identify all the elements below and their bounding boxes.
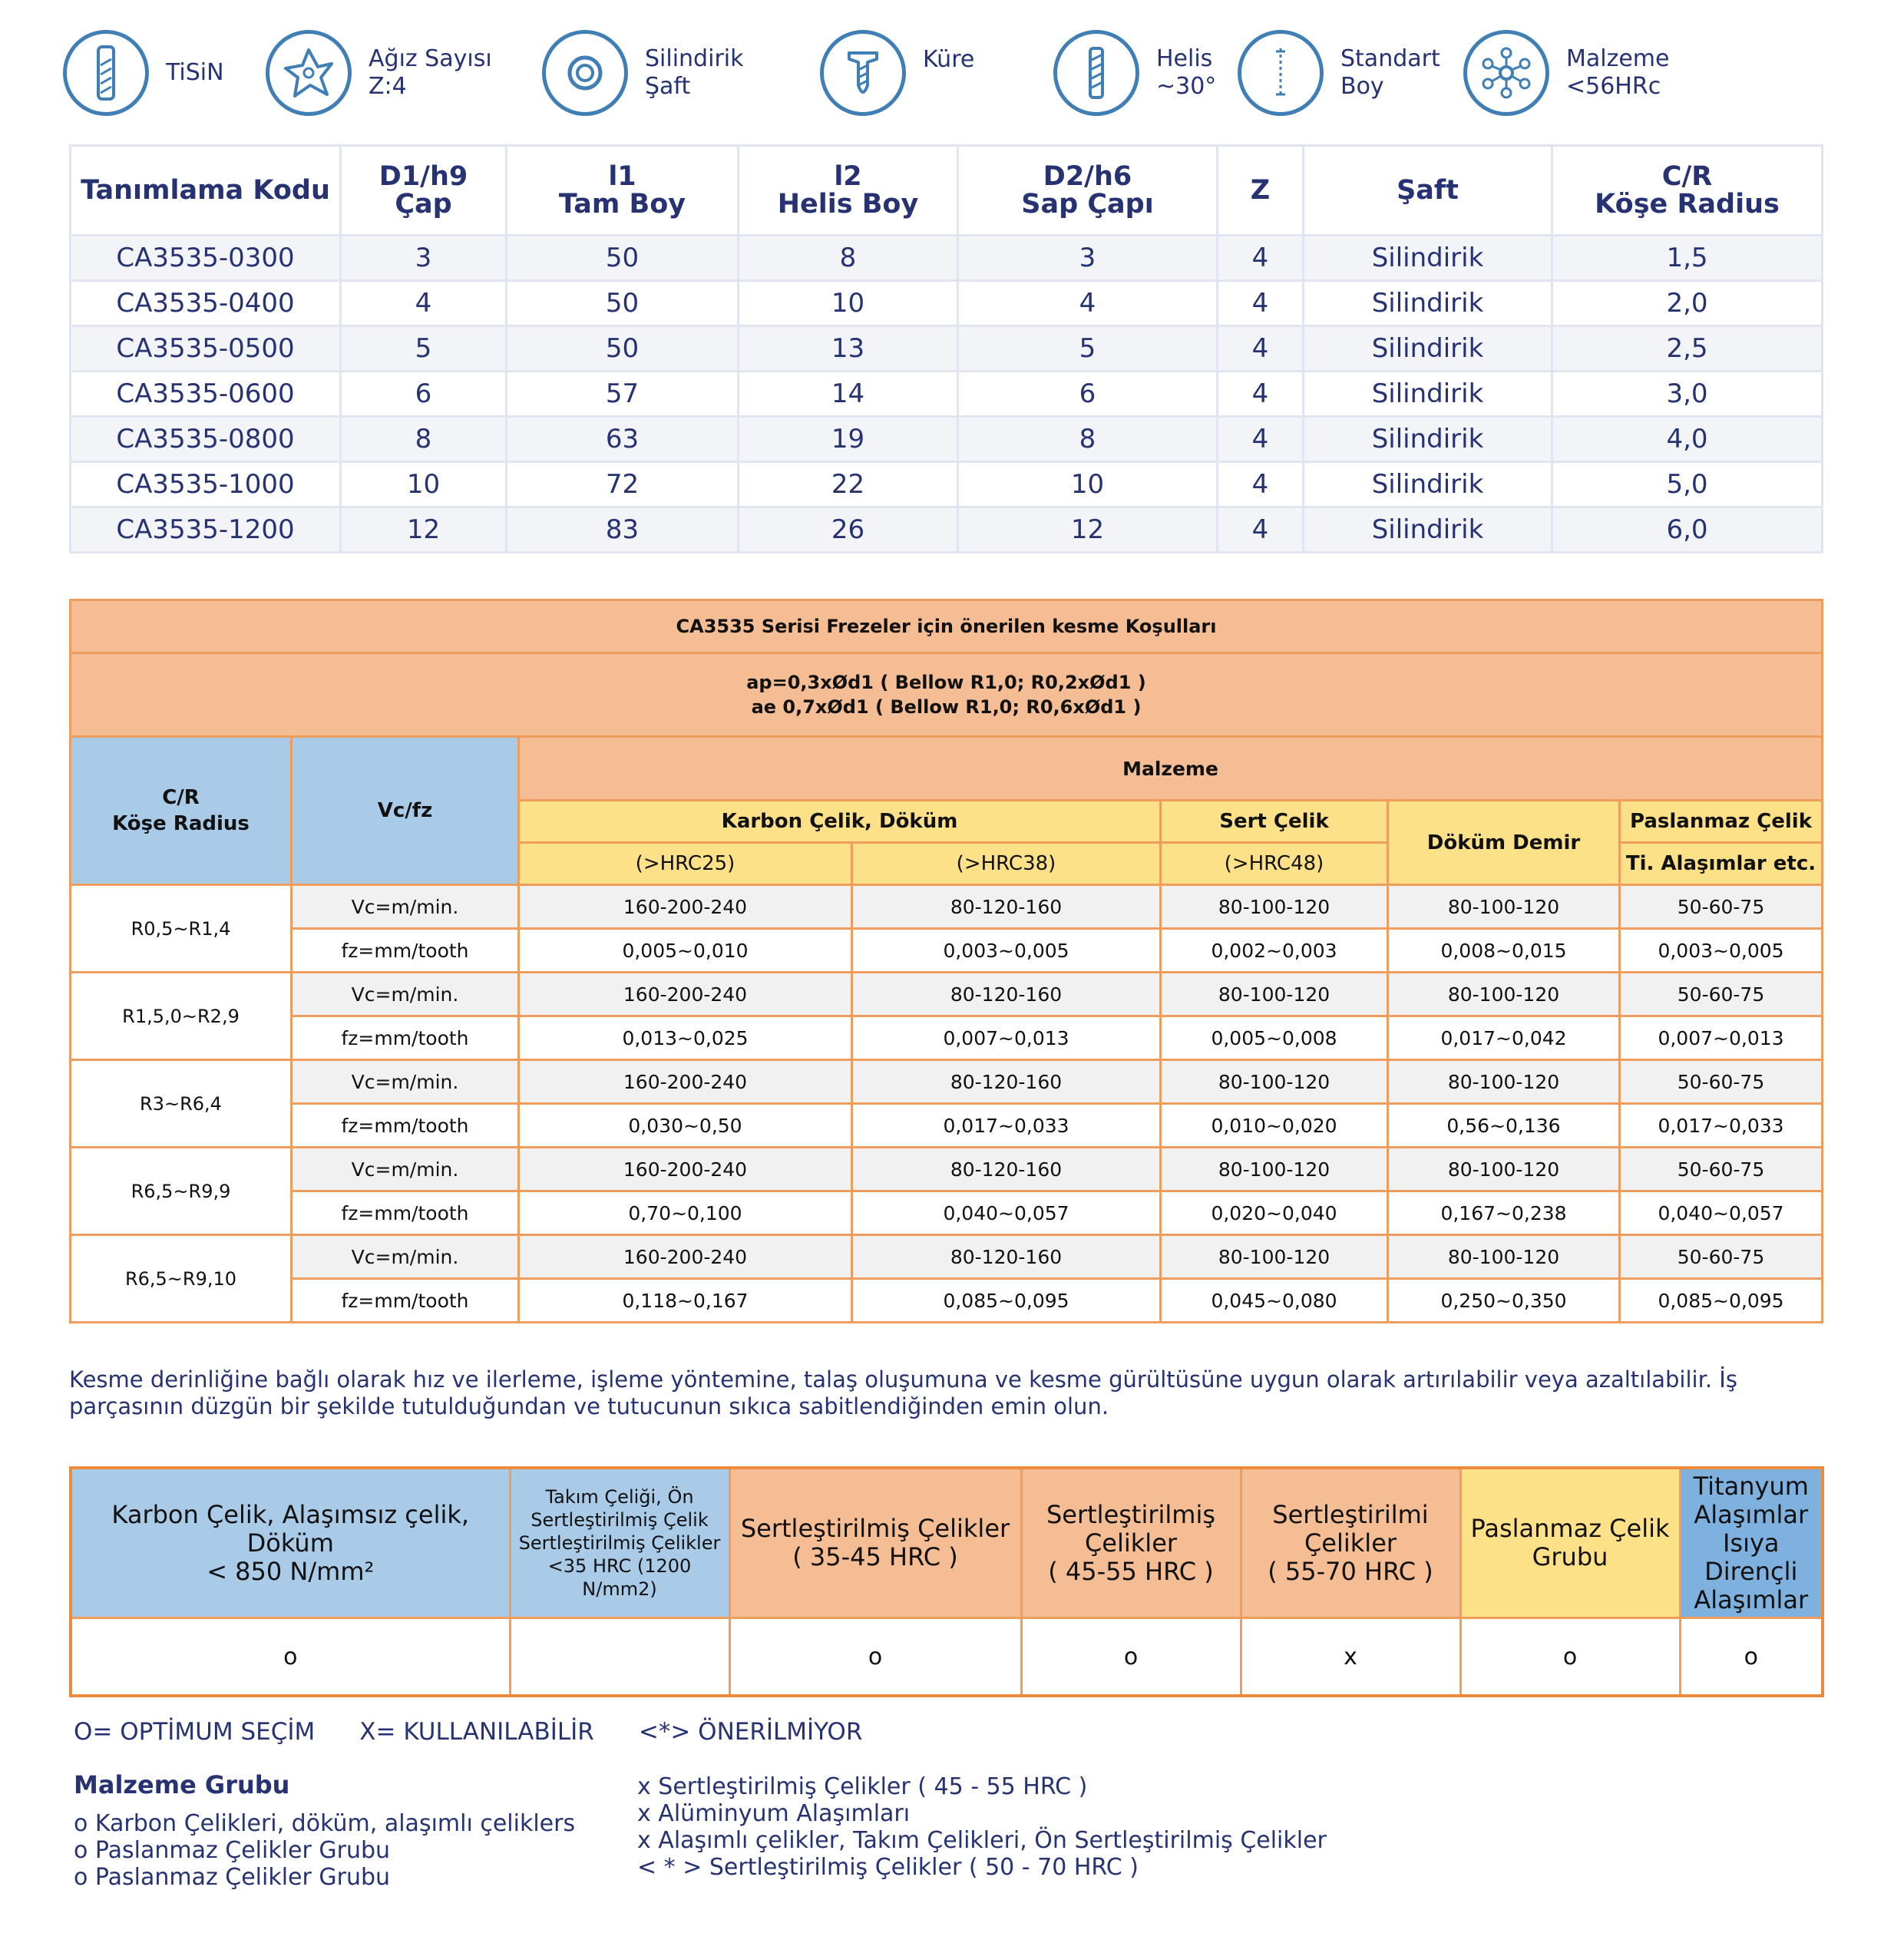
cutting-value: 0,030~0,50 bbox=[519, 1104, 852, 1148]
table-cell: 4 bbox=[341, 281, 507, 326]
cutting-value: 0,005~0,008 bbox=[1161, 1016, 1388, 1060]
table-cell: 72 bbox=[507, 462, 739, 507]
cutting-value: 0,085~0,095 bbox=[1620, 1279, 1823, 1323]
parameter-label: Vc=m/min. bbox=[292, 1235, 519, 1279]
group-line: o Karbon Çelikleri, döküm, alaşımlı çeliklers bbox=[74, 1810, 576, 1837]
flute-count-icon bbox=[266, 30, 352, 116]
legend-not-recommended: <*> ÖNERİLMİYOR bbox=[638, 1718, 863, 1746]
feature-label: Ağız Sayısı Z:4 bbox=[369, 45, 492, 100]
table-cell: 4 bbox=[1218, 326, 1304, 372]
table-cell: 22 bbox=[739, 462, 958, 507]
group-line: x Alüminyum Alaşımları bbox=[637, 1800, 911, 1827]
cutting-value: 160-200-240 bbox=[519, 973, 852, 1016]
col-header-code: Tanımlama Kodu bbox=[71, 146, 341, 236]
table-cell: 50 bbox=[507, 326, 739, 372]
table-cell: 12 bbox=[958, 507, 1218, 553]
cutting-row bbox=[71, 929, 1823, 973]
material-header: Paslanmaz Çelik Grubu bbox=[1460, 1468, 1680, 1618]
helix-icon bbox=[1053, 30, 1139, 116]
table-cell: CA3535-0500 bbox=[71, 326, 341, 372]
col-header-corner-radius: C/R Köşe Radius bbox=[71, 737, 292, 885]
material-header: Sertleştirilmi Çelikler ( 55-70 HRC ) bbox=[1241, 1468, 1460, 1618]
material-icon bbox=[1463, 30, 1549, 116]
cutting-row bbox=[71, 1016, 1823, 1060]
cutting-value: 80-100-120 bbox=[1388, 973, 1620, 1016]
col-header-malzeme: Malzeme bbox=[519, 737, 1823, 801]
table-cell: 50 bbox=[507, 236, 739, 281]
table-cell: Silindirik bbox=[1304, 462, 1552, 507]
tisin-icon bbox=[63, 30, 149, 116]
cutting-value: 80-120-160 bbox=[852, 973, 1161, 1016]
col-header-l2: l2 Helis Boy bbox=[739, 146, 958, 236]
table-cell: 5,0 bbox=[1552, 462, 1823, 507]
table-cell: Silindirik bbox=[1304, 236, 1552, 281]
cutting-value: 80-120-160 bbox=[852, 1235, 1161, 1279]
parameter-label: Vc=m/min. bbox=[292, 885, 519, 929]
cutting-value: 80-100-120 bbox=[1388, 1148, 1620, 1191]
cutting-value: 80-100-120 bbox=[1388, 1060, 1620, 1104]
cutting-value: 0,085~0,095 bbox=[852, 1279, 1161, 1323]
cutting-value: 50-60-75 bbox=[1620, 1060, 1823, 1104]
table-row bbox=[71, 281, 1823, 326]
cutting-value: 50-60-75 bbox=[1620, 885, 1823, 929]
col-header-shank: Şaft bbox=[1304, 146, 1552, 236]
cutting-value: 0,118~0,167 bbox=[519, 1279, 852, 1323]
group-line: < * > Sertleştirilmiş Çelikler ( 50 - 70 HRC ) bbox=[637, 1854, 1139, 1881]
cutting-value: 0,250~0,350 bbox=[1388, 1279, 1620, 1323]
material-suitability: o bbox=[1460, 1618, 1680, 1697]
spec-header-row bbox=[71, 146, 1823, 236]
table-cell: 8 bbox=[958, 417, 1218, 462]
feature-label: Silindirik Şaft bbox=[645, 45, 744, 100]
material-suitability-table bbox=[69, 1466, 1824, 1697]
group-line: o Paslanmaz Çelikler Grubu bbox=[74, 1864, 391, 1891]
table-row bbox=[71, 372, 1823, 417]
cutting-value: 0,040~0,057 bbox=[1620, 1191, 1823, 1235]
table-cell: Silindirik bbox=[1304, 417, 1552, 462]
feature-material bbox=[1463, 27, 1670, 119]
group-line: o Paslanmaz Çelikler Grubu bbox=[74, 1837, 391, 1864]
material-header: Sertleştirilmiş Çelikler ( 45-55 HRC ) bbox=[1021, 1468, 1241, 1618]
col-header-d2: D2/h6 Sap Çapı bbox=[958, 146, 1218, 236]
table-cell: 3 bbox=[958, 236, 1218, 281]
usage-note: Kesme derinliğine bağlı olarak hız ve ilerleme, işleme yöntemine, talaş oluşumuna ve kesme gürültüsüne uygun olarak artırılabilir veya azaltılabilir. İş parçasının düzgün bir şekilde tutulduğundan ve tutucunun sıkıca sabitlendiğinden emin olun. bbox=[69, 1366, 1737, 1419]
legend bbox=[74, 1718, 862, 1746]
cutting-value: 160-200-240 bbox=[519, 1235, 852, 1279]
col-header-dokum: Döküm Demir bbox=[1388, 801, 1620, 885]
parameter-label: Vc=m/min. bbox=[292, 1148, 519, 1191]
cutting-value: 0,003~0,005 bbox=[1620, 929, 1823, 973]
material-suitability bbox=[510, 1618, 729, 1697]
legend-usable: X= KULLANILABİLİR bbox=[359, 1718, 594, 1746]
table-row bbox=[71, 417, 1823, 462]
table-row bbox=[71, 326, 1823, 372]
material-suitability: o bbox=[1680, 1618, 1823, 1697]
table-cell: 4,0 bbox=[1552, 417, 1823, 462]
table-cell: Silindirik bbox=[1304, 281, 1552, 326]
feature-helix bbox=[1053, 27, 1216, 119]
col-header-hrc38: (>HRC38) bbox=[852, 843, 1161, 885]
spec-table bbox=[69, 144, 1823, 553]
table-cell: 50 bbox=[507, 281, 739, 326]
table-cell: 5 bbox=[958, 326, 1218, 372]
cylindrical-shank-icon bbox=[542, 30, 628, 116]
cutting-value: 80-120-160 bbox=[852, 1148, 1161, 1191]
cutting-value: 50-60-75 bbox=[1620, 973, 1823, 1016]
col-header-sert: Sert Çelik bbox=[1161, 801, 1388, 843]
material-header: Takım Çeliği, Ön Sertleştirilmiş Çelik Sertleştirilmiş Çelikler <35 HRC (1200 N/mm2) bbox=[510, 1468, 729, 1618]
feature-flutes bbox=[266, 27, 492, 119]
table-cell: CA3535-1000 bbox=[71, 462, 341, 507]
group-line: x Sertleştirilmiş Çelikler ( 45 - 55 HRC ) bbox=[637, 1773, 1088, 1800]
table-row bbox=[71, 236, 1823, 281]
parameter-label: Vc=m/min. bbox=[292, 1060, 519, 1104]
table-cell: 10 bbox=[341, 462, 507, 507]
cutting-value: 0,017~0,033 bbox=[852, 1104, 1161, 1148]
table-cell: 4 bbox=[1218, 281, 1304, 326]
cutting-value: 0,040~0,057 bbox=[852, 1191, 1161, 1235]
cutting-value: 80-120-160 bbox=[852, 1060, 1161, 1104]
cutting-row bbox=[71, 1104, 1823, 1148]
table-cell: 19 bbox=[739, 417, 958, 462]
table-cell: 6 bbox=[341, 372, 507, 417]
cutting-row bbox=[71, 973, 1823, 1016]
table-cell: 5 bbox=[341, 326, 507, 372]
table-cell: 3 bbox=[341, 236, 507, 281]
table-cell: Silindirik bbox=[1304, 326, 1552, 372]
cutting-value: 0,010~0,020 bbox=[1161, 1104, 1388, 1148]
cutting-value: 0,017~0,033 bbox=[1620, 1104, 1823, 1148]
cutting-params: ap=0,3xØd1 ( Bellow R1,0; R0,2xØd1 ) ae 0,7xØd1 ( Bellow R1,0; R0,6xØd1 ) bbox=[71, 653, 1823, 737]
material-header: Karbon Çelik, Alaşımsız çelik, Döküm < 850 N/mm² bbox=[71, 1468, 510, 1618]
cutting-value: 0,008~0,015 bbox=[1388, 929, 1620, 973]
table-row bbox=[71, 507, 1823, 553]
material-suitability: o bbox=[1021, 1618, 1241, 1697]
cutting-value: 0,017~0,042 bbox=[1388, 1016, 1620, 1060]
radius-range: R0,5~R1,4 bbox=[71, 885, 292, 973]
cutting-value: 0,007~0,013 bbox=[1620, 1016, 1823, 1060]
feature-length bbox=[1238, 27, 1440, 119]
table-cell: 4 bbox=[1218, 236, 1304, 281]
material-header: Sertleştirilmiş Çelikler ( 35-45 HRC ) bbox=[729, 1468, 1021, 1618]
col-header-vcfz: Vc/fz bbox=[292, 737, 519, 885]
feature-label: Standart Boy bbox=[1340, 45, 1440, 100]
cutting-row bbox=[71, 1279, 1823, 1323]
material-group-left bbox=[74, 1810, 575, 1891]
cutting-row bbox=[71, 1060, 1823, 1104]
table-cell: 8 bbox=[341, 417, 507, 462]
cutting-row bbox=[71, 1148, 1823, 1191]
parameter-label: fz=mm/tooth bbox=[292, 1191, 519, 1235]
cutting-value: 0,005~0,010 bbox=[519, 929, 852, 973]
cutting-value: 0,020~0,040 bbox=[1161, 1191, 1388, 1235]
table-cell: 4 bbox=[1218, 372, 1304, 417]
parameter-label: fz=mm/tooth bbox=[292, 1104, 519, 1148]
table-cell: 4 bbox=[1218, 462, 1304, 507]
table-cell: 1,5 bbox=[1552, 236, 1823, 281]
table-cell: 2,0 bbox=[1552, 281, 1823, 326]
radius-range: R3~R6,4 bbox=[71, 1060, 292, 1148]
feature-shank bbox=[542, 27, 743, 119]
material-header: Titanyum Alaşımlar Isıya Dirençli Alaşımlar bbox=[1680, 1468, 1823, 1618]
feature-label: Küre bbox=[923, 46, 975, 73]
material-suitability: o bbox=[71, 1618, 510, 1697]
material-suitability: o bbox=[729, 1618, 1021, 1697]
table-cell: CA3535-0800 bbox=[71, 417, 341, 462]
cutting-value: 80-100-120 bbox=[1388, 885, 1620, 929]
radius-range: R1,5,0~R2,9 bbox=[71, 973, 292, 1060]
cutting-value: 80-100-120 bbox=[1161, 885, 1388, 929]
col-header-paslanmaz: Paslanmaz Çelik bbox=[1620, 801, 1823, 843]
cutting-value: 80-100-120 bbox=[1161, 973, 1388, 1016]
table-cell: 4 bbox=[1218, 417, 1304, 462]
cutting-value: 0,167~0,238 bbox=[1388, 1191, 1620, 1235]
parameter-label: fz=mm/tooth bbox=[292, 1279, 519, 1323]
col-header-d1: D1/h9 Çap bbox=[341, 146, 507, 236]
table-cell: CA3535-0600 bbox=[71, 372, 341, 417]
group-line: x Alaşımlı çelikler, Takım Çelikleri, Ön Sertleştirilmiş Çelikler bbox=[637, 1827, 1327, 1854]
cutting-row bbox=[71, 885, 1823, 929]
table-cell: 6,0 bbox=[1552, 507, 1823, 553]
table-cell: CA3535-0300 bbox=[71, 236, 341, 281]
table-cell: 4 bbox=[958, 281, 1218, 326]
cutting-value: 160-200-240 bbox=[519, 1060, 852, 1104]
table-cell: Silindirik bbox=[1304, 372, 1552, 417]
material-suitability: x bbox=[1241, 1618, 1460, 1697]
cutting-value: 50-60-75 bbox=[1620, 1235, 1823, 1279]
col-header-karbon: Karbon Çelik, Döküm bbox=[519, 801, 1161, 843]
table-cell: 57 bbox=[507, 372, 739, 417]
feature-label: Malzeme <56HRc bbox=[1566, 45, 1670, 100]
cutting-title: CA3535 Serisi Frezeler için önerilen kesme Koşulları bbox=[71, 600, 1823, 653]
col-header-l1: l1 Tam Boy bbox=[507, 146, 739, 236]
feature-label: TiSiN bbox=[166, 59, 224, 86]
parameter-label: fz=mm/tooth bbox=[292, 929, 519, 973]
feature-ball bbox=[820, 27, 974, 119]
col-header-radius: C/R Köşe Radius bbox=[1552, 146, 1823, 236]
cutting-value: 80-100-120 bbox=[1161, 1060, 1388, 1104]
parameter-label: fz=mm/tooth bbox=[292, 1016, 519, 1060]
table-cell: Silindirik bbox=[1304, 507, 1552, 553]
table-cell: 8 bbox=[739, 236, 958, 281]
col-header-hrc25: (>HRC25) bbox=[519, 843, 852, 885]
material-group-right bbox=[637, 1773, 1327, 1881]
table-cell: 12 bbox=[341, 507, 507, 553]
cutting-value: 50-60-75 bbox=[1620, 1148, 1823, 1191]
cutting-value: 80-100-120 bbox=[1161, 1235, 1388, 1279]
cutting-conditions-table bbox=[69, 599, 1823, 1323]
cutting-value: 0,013~0,025 bbox=[519, 1016, 852, 1060]
table-cell: 4 bbox=[1218, 507, 1304, 553]
col-header-ti: Ti. Alaşımlar etc. bbox=[1620, 843, 1823, 885]
cutting-value: 0,002~0,003 bbox=[1161, 929, 1388, 973]
cutting-value: 80-100-120 bbox=[1388, 1235, 1620, 1279]
cutting-value: 80-120-160 bbox=[852, 885, 1161, 929]
table-cell: 13 bbox=[739, 326, 958, 372]
cutting-value: 0,70~0,100 bbox=[519, 1191, 852, 1235]
table-cell: 14 bbox=[739, 372, 958, 417]
cutting-value: 0,045~0,080 bbox=[1161, 1279, 1388, 1323]
table-cell: 2,5 bbox=[1552, 326, 1823, 372]
cutting-value: 0,007~0,013 bbox=[852, 1016, 1161, 1060]
cutting-row bbox=[71, 1191, 1823, 1235]
col-header-hrc48: (>HRC48) bbox=[1161, 843, 1388, 885]
table-cell: 3,0 bbox=[1552, 372, 1823, 417]
feature-label: Helis ~30° bbox=[1156, 45, 1217, 100]
radius-range: R6,5~R9,9 bbox=[71, 1148, 292, 1235]
table-cell: 10 bbox=[739, 281, 958, 326]
table-cell: 6 bbox=[958, 372, 1218, 417]
cutting-value: 0,56~0,136 bbox=[1388, 1104, 1620, 1148]
radius-range: R6,5~R9,10 bbox=[71, 1235, 292, 1323]
standard-length-icon bbox=[1238, 30, 1324, 116]
legend-optimum: O= OPTİMUM SEÇİM bbox=[74, 1718, 316, 1746]
cutting-row bbox=[71, 1235, 1823, 1279]
table-cell: 63 bbox=[507, 417, 739, 462]
table-cell: CA3535-0400 bbox=[71, 281, 341, 326]
ball-nose-icon bbox=[820, 30, 906, 116]
parameter-label: Vc=m/min. bbox=[292, 973, 519, 1016]
cutting-value: 160-200-240 bbox=[519, 1148, 852, 1191]
cutting-value: 0,003~0,005 bbox=[852, 929, 1161, 973]
feature-tisin bbox=[63, 27, 224, 119]
cutting-value: 80-100-120 bbox=[1161, 1148, 1388, 1191]
col-header-z: Z bbox=[1218, 146, 1304, 236]
table-row bbox=[71, 462, 1823, 507]
table-cell: 10 bbox=[958, 462, 1218, 507]
table-cell: 83 bbox=[507, 507, 739, 553]
table-cell: CA3535-1200 bbox=[71, 507, 341, 553]
material-group-title: Malzeme Grubu bbox=[74, 1770, 290, 1799]
table-cell: 26 bbox=[739, 507, 958, 553]
cutting-value: 160-200-240 bbox=[519, 885, 852, 929]
